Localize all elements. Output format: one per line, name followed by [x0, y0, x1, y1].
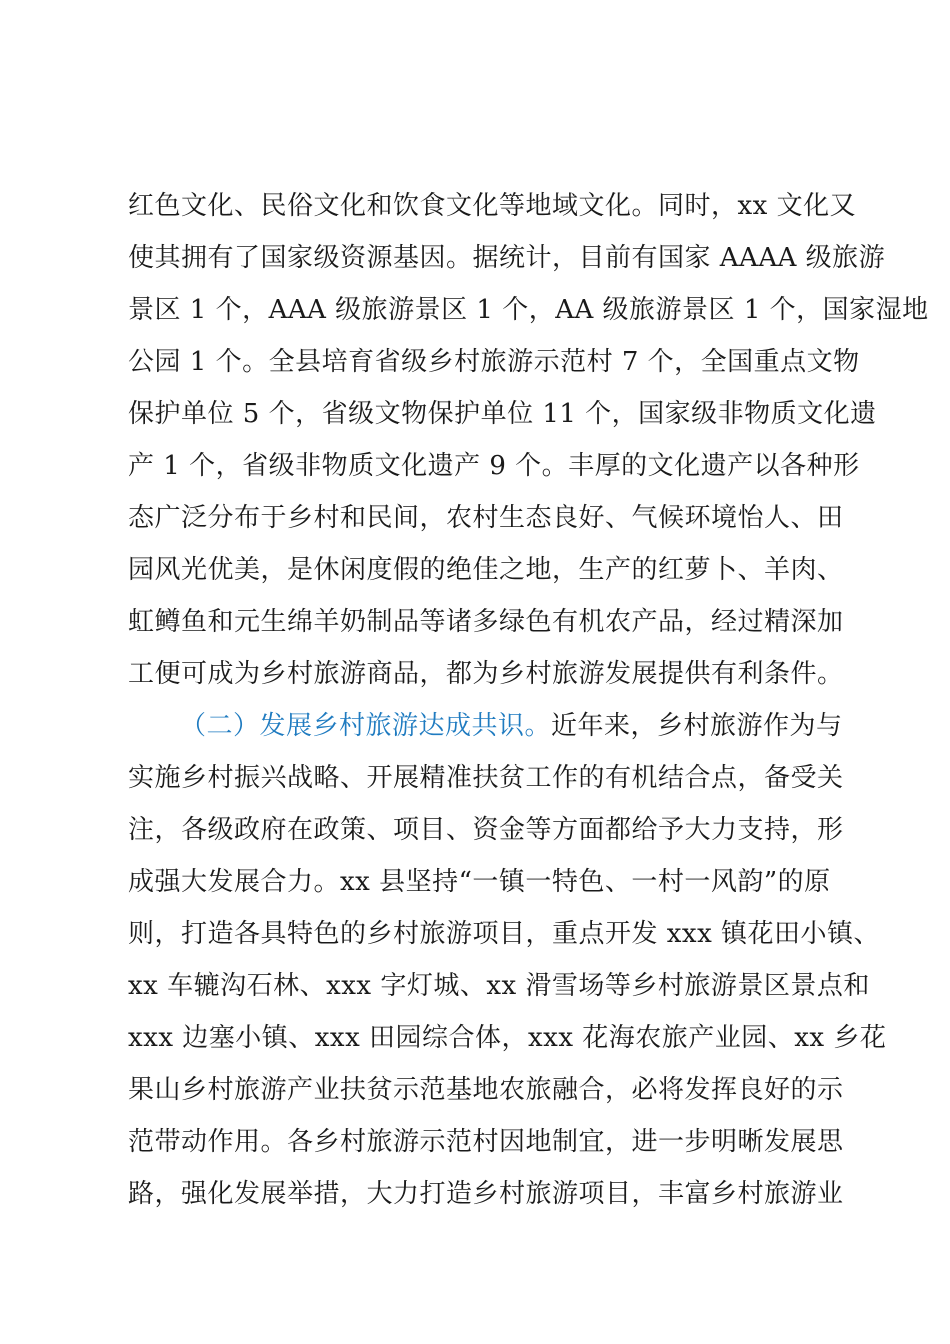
section-heading: （二）发展乡村旅游达成共识。: [180, 711, 552, 741]
text-line: 园风光优美，是休闲度假的绝佳之地，生产的红萝卜、羊肉、: [128, 555, 844, 585]
text-line: 景区 1 个，AAA 级旅游景区 1 个，AA 级旅游景区 1 个，国家湿地: [128, 295, 929, 325]
text-line: 范带动作用。各乡村旅游示范村因地制宜，进一步明晰发展思: [128, 1127, 844, 1157]
text-run: 近年来，乡村旅游作为与: [551, 711, 843, 741]
text-line: 红色文化、民俗文化和饮食文化等地域文化。同时，xx 文化又: [128, 191, 857, 221]
text-line: 注，各级政府在政策、项目、资金等方面都给予大力支持，形: [128, 815, 844, 845]
text-line: 态广泛分布于乡村和民间，农村生态良好、气候环境怡人、田: [128, 503, 844, 533]
text-line: 产 1 个，省级非物质文化遗产 9 个。丰厚的文化遗产以各种形: [128, 451, 860, 481]
paragraph-first-line: [180, 706, 843, 746]
text-line: xxx 边塞小镇、xxx 田园综合体，xxx 花海农旅产业园、xx 乡花: [128, 1023, 887, 1053]
text-line: 保护单位 5 个，省级文物保护单位 11 个，国家级非物质文化遗: [128, 399, 877, 429]
text-line: 果山乡村旅游产业扶贫示范基地农旅融合，必将发挥良好的示: [128, 1075, 844, 1105]
text-line: 工便可成为乡村旅游商品，都为乡村旅游发展提供有利条件。: [128, 659, 844, 689]
text-line: 实施乡村振兴战略、开展精准扶贫工作的有机结合点，备受关: [128, 763, 844, 793]
text-line: 使其拥有了国家级资源基因。据统计，目前有国家 AAAA 级旅游: [128, 243, 886, 273]
text-line: xx 车辘沟石林、xxx 字灯城、xx 滑雪场等乡村旅游景区景点和: [128, 971, 870, 1001]
text-line: 虹鳟鱼和元生绵羊奶制品等诸多绿色有机农产品，经过精深加: [128, 607, 844, 637]
text-line: 路，强化发展举措，大力打造乡村旅游项目，丰富乡村旅游业: [128, 1179, 844, 1209]
text-line: 成强大发展合力。xx 县坚持“一镇一特色、一村一风韵”的原: [128, 867, 831, 897]
text-line: 则，打造各具特色的乡村旅游项目，重点开发 xxx 镇花田小镇、: [128, 919, 881, 949]
text-line: 公园 1 个。全县培育省级乡村旅游示范村 7 个，全国重点文物: [128, 347, 860, 377]
